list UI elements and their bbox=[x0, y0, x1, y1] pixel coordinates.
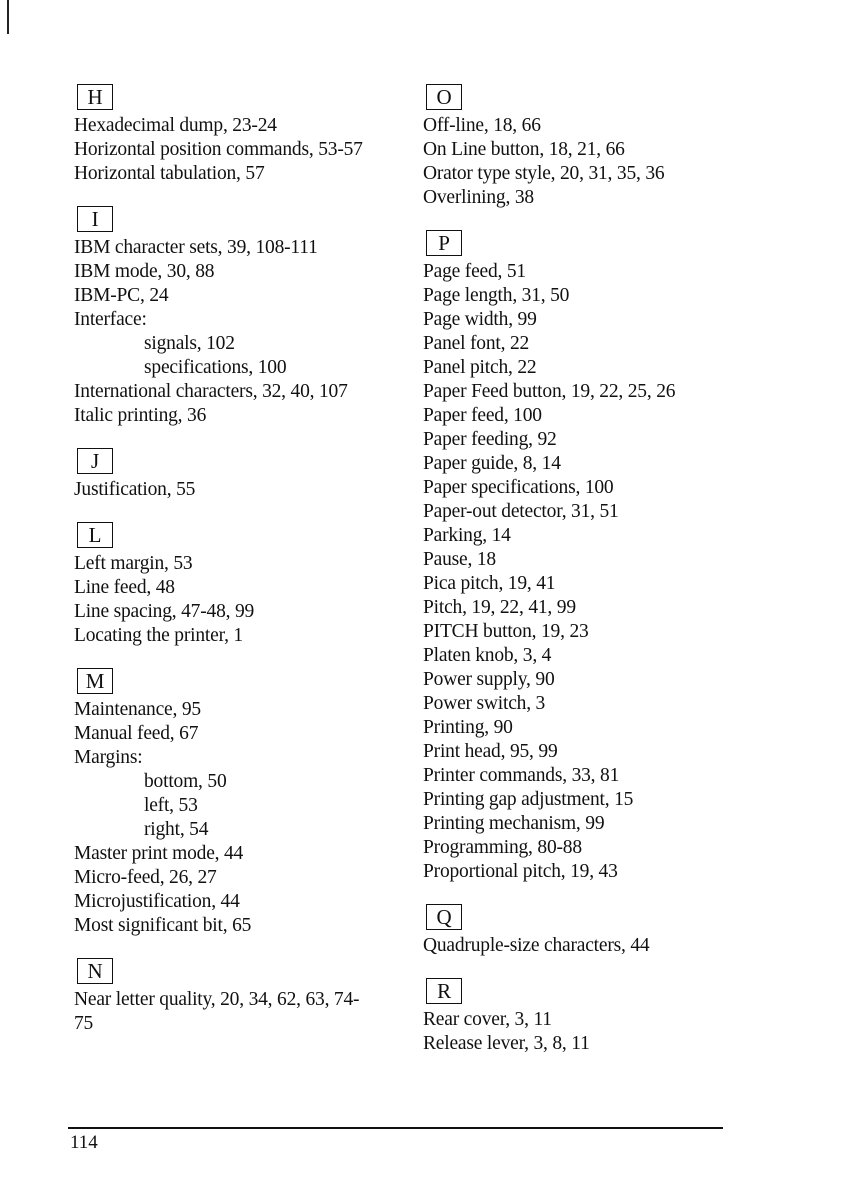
index-section-n bbox=[74, 958, 414, 1036]
index-section-p bbox=[423, 230, 763, 884]
section-letter-box: P bbox=[426, 230, 462, 256]
index-entry: Horizontal position commands, 53-57 bbox=[74, 139, 363, 160]
section-letter-box: O bbox=[426, 84, 462, 110]
index-entry: Micro-feed, 26, 27 bbox=[74, 867, 217, 888]
footer-rule bbox=[68, 1127, 723, 1129]
index-entry: Platen knob, 3, 4 bbox=[423, 645, 552, 666]
index-entry: Interface: bbox=[74, 309, 147, 330]
index-entry: Paper feed, 100 bbox=[423, 405, 542, 426]
page-number: 114 bbox=[70, 1132, 98, 1153]
index-subentry: right, 54 bbox=[144, 819, 209, 840]
index-entry: Page feed, 51 bbox=[423, 261, 526, 282]
scan-edge-mark bbox=[7, 0, 9, 34]
index-entry: Manual feed, 67 bbox=[74, 723, 199, 744]
index-entry: Programming, 80-88 bbox=[423, 837, 582, 858]
index-entry: IBM mode, 30, 88 bbox=[74, 261, 215, 282]
index-entry: Margins: bbox=[74, 747, 143, 768]
index-entry: Rear cover, 3, 11 bbox=[423, 1009, 552, 1030]
index-entry: Pitch, 19, 22, 41, 99 bbox=[423, 597, 576, 618]
index-entry: IBM character sets, 39, 108-111 bbox=[74, 237, 318, 258]
index-entry: International characters, 32, 40, 107 bbox=[74, 381, 348, 402]
index-section-l bbox=[74, 522, 414, 648]
index-entry: Quadruple-size characters, 44 bbox=[423, 935, 650, 956]
index-entry: Hexadecimal dump, 23-24 bbox=[74, 115, 277, 136]
index-entry: Paper-out detector, 31, 51 bbox=[423, 501, 619, 522]
section-letter-box: N bbox=[77, 958, 113, 984]
index-entry: Overlining, 38 bbox=[423, 187, 534, 208]
index-entry: Off-line, 18, 66 bbox=[423, 115, 541, 136]
index-entry: Justification, 55 bbox=[74, 479, 196, 500]
index-section-q bbox=[423, 904, 763, 958]
index-entry: Page length, 31, 50 bbox=[423, 285, 570, 306]
index-entry: Horizontal tabulation, 57 bbox=[74, 163, 265, 184]
index-subentry: left, 53 bbox=[144, 795, 198, 816]
index-entry: Near letter quality, 20, 34, 62, 63, 74-75 bbox=[74, 989, 360, 1034]
index-section-h bbox=[74, 84, 414, 186]
index-entry: Power switch, 3 bbox=[423, 693, 546, 714]
index-section-o bbox=[423, 84, 763, 210]
section-letter-box: L bbox=[77, 522, 113, 548]
index-entry: Line feed, 48 bbox=[74, 577, 175, 598]
index-entry: Release lever, 3, 8, 11 bbox=[423, 1033, 590, 1054]
index-entry: On Line button, 18, 21, 66 bbox=[423, 139, 625, 160]
index-entry: Master print mode, 44 bbox=[74, 843, 244, 864]
section-letter-box: M bbox=[77, 668, 113, 694]
section-letter-box: H bbox=[77, 84, 113, 110]
index-column-left bbox=[74, 84, 414, 1056]
index-entry: Left margin, 53 bbox=[74, 553, 193, 574]
index-entry: Parking, 14 bbox=[423, 525, 511, 546]
index-entry: Orator type style, 20, 31, 35, 36 bbox=[423, 163, 665, 184]
index-entry: IBM-PC, 24 bbox=[74, 285, 169, 306]
index-entry: Printing mechanism, 99 bbox=[423, 813, 605, 834]
index-subentry: bottom, 50 bbox=[144, 771, 227, 792]
index-entry: Maintenance, 95 bbox=[74, 699, 201, 720]
index-entry: Line spacing, 47-48, 99 bbox=[74, 601, 255, 622]
index-entry: Printer commands, 33, 81 bbox=[423, 765, 620, 786]
index-entry: Most significant bit, 65 bbox=[74, 915, 252, 936]
index-entry: Locating the printer, 1 bbox=[74, 625, 243, 646]
section-letter-box: J bbox=[77, 448, 113, 474]
index-entry: Power supply, 90 bbox=[423, 669, 555, 690]
index-entry: Pica pitch, 19, 41 bbox=[423, 573, 556, 594]
index-entry: Paper guide, 8, 14 bbox=[423, 453, 561, 474]
index-entry: Italic printing, 36 bbox=[74, 405, 207, 426]
index-section-i bbox=[74, 206, 414, 428]
section-letter-box: Q bbox=[426, 904, 462, 930]
index-section-j bbox=[74, 448, 414, 502]
section-letter-box: I bbox=[77, 206, 113, 232]
index-entry: PITCH button, 19, 23 bbox=[423, 621, 589, 642]
index-subentry: specifications, 100 bbox=[144, 357, 287, 378]
index-entry: Paper Feed button, 19, 22, 25, 26 bbox=[423, 381, 676, 402]
section-letter-box: R bbox=[426, 978, 462, 1004]
index-entry: Printing, 90 bbox=[423, 717, 513, 738]
index-section-r bbox=[423, 978, 763, 1056]
index-section-m bbox=[74, 668, 414, 938]
index-entry: Pause, 18 bbox=[423, 549, 496, 570]
index-entry: Microjustification, 44 bbox=[74, 891, 240, 912]
index-subentry: signals, 102 bbox=[144, 333, 235, 354]
index-entry: Panel font, 22 bbox=[423, 333, 530, 354]
index-entry: Paper specifications, 100 bbox=[423, 477, 614, 498]
index-entry: Page width, 99 bbox=[423, 309, 537, 330]
index-entry: Panel pitch, 22 bbox=[423, 357, 537, 378]
index-entry: Proportional pitch, 19, 43 bbox=[423, 861, 618, 882]
index-entry: Paper feeding, 92 bbox=[423, 429, 557, 450]
index-column-right bbox=[423, 84, 763, 1076]
index-entry: Printing gap adjustment, 15 bbox=[423, 789, 634, 810]
index-entry: Print head, 95, 99 bbox=[423, 741, 558, 762]
